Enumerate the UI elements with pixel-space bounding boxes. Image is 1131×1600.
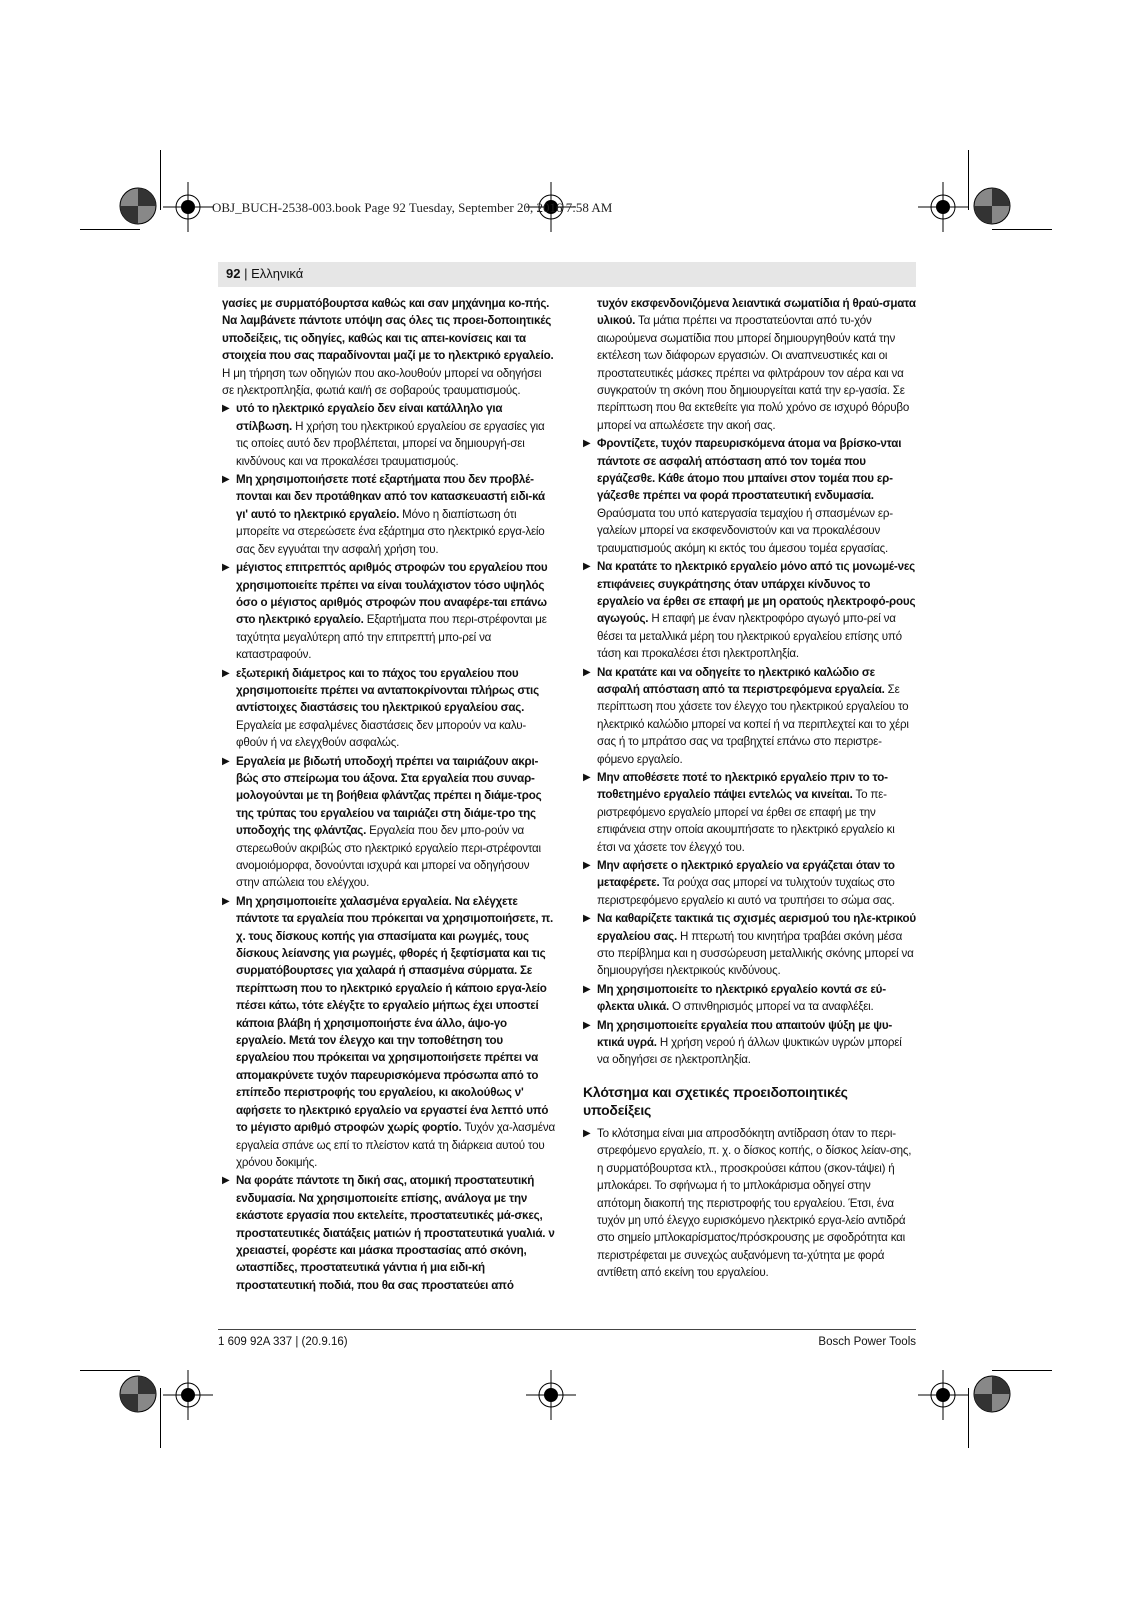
continued-bold: τυχόν εκσφενδονιζόμενα λειαντικά σωματίδια ή θραύ-σματα υλικού. [597,297,916,328]
warning-text: Τα ρούχα σας μπορεί να τυλιχτούν τυχαίως στο περιστρεφόμενο εργαλείο κι αυτό να τρυπήσει το σώμα σας. [597,876,895,907]
warning-text: Εργαλεία με εσφαλμένες διαστάσεις δεν μπορούν να καλυ-φθούν ή να ελεγχθούν ασφαλώς. [236,718,527,750]
crosshair-icon [918,182,968,232]
warning-item [583,1125,916,1282]
warning-item [222,471,555,558]
warning-bold: Να κρατάτε και να οδηγείτε το ηλεκτρικό καλώδιο σε ασφαλή απόσταση από τα περιστρεφόμενα εργαλεία. [597,665,885,696]
warning-bold: Φροντίζετε, τυχόν παρευρισκόμενα άτομα να βρίσκο-νται πάντοτε σε ασφαλή απόσταση από τον τομέα που εργάζεσθε. Κάθε άτομο που μπαίνει στον τομέα που ερ-γάζεσθε πρέπει να φορά προστατευτική ενδυμασία. [597,437,902,503]
warning-text: Εργαλεία που δεν μπο-ρούν να στερεωθούν ακριβώς στο ηλεκτρικό εργαλείο περι-στρέφονται ανομοιόμορφα, δονούνται ισχυρά και μπορεί να οδηγήσουν στην απώλεια του ελέγχου. [236,824,541,890]
registration-mark-icon [118,1374,158,1414]
warning-bold: Μη χρησιμοποιήσετε ποτέ εξαρτήματα που δεν προβλέ-πονται και δεν προτάθηκαν από τον κατασκευαστή ειδι-κά γι' αυτό το ηλεκτρικό εργαλείο. [236,473,545,521]
crop-line [992,229,1052,230]
warning-item [222,1172,555,1294]
continued-text: Τα μάτια πρέπει να προστατεύονται από τυ-χόν αιωρούμενα σωματίδια που μπορεί δημιουργηθούν κατά την εκτέλεση των διάφορων εργασιών. Οι αναπνευστικές και οι προστατευτικές μάσκες πρέπει να φιλτράρουν τον αέρα και να συγκρατούν τη σκόνη που δημιουργείται κατά την ερ-γασία. Σε περίπτωση που θα εκτεθείτε για πολύ χρόνο σε ισχυρό θόρυβο μπορεί να απωλέσετε την ακοή σας. [597,314,910,432]
page-number: 92 [226,266,241,281]
warning-bold: Εργαλεία με βιδωτή υποδοχή πρέπει να ταιριάζουν ακρι-βώς στο σπείρωμα του άξονα. Στα εργαλεία που συναρ-μολογούνται με τη βοήθεια φλάντζας πρέπει η διάμε-τρος της τρύπας του εργαλείου να ταιριάζει στη διάμε-τρο της υποδοχής της φλάντζας. [236,754,542,838]
bullet-triangle-icon: ▶ [583,983,591,995]
page-header-text [226,266,303,281]
registration-mark-icon [972,186,1012,226]
warning-bold: Μην αφήσετε ο ηλεκτρικό εργαλείο να εργάζεται όταν το μεταφέρετε. [597,859,895,890]
warning-bold: Μην αποθέσετε ποτέ το ηλεκτρικό εργαλείο πριν το το-ποθετημένο εργαλείο πάψει εντελώς να κινείται. [597,770,888,802]
bullet-triangle-icon: ▶ [222,474,230,486]
warning-text: Το πε-ριστρεφόμενο εργαλείο μπορεί να έρθει σε επαφή με την επιφάνεια στην οποία ακουμπήσατε το ηλεκτρικό εργαλείο κι έτσι να χάσετε τον έλεγχό του. [597,788,895,854]
bullet-triangle-icon: ▶ [222,562,230,574]
warning-text: Ο σπινθηρισμός μπορεί να τα αναφλέξει. [669,1000,874,1014]
bullet-triangle-icon: ▶ [583,913,591,925]
registration-mark-icon [972,1374,1012,1414]
bullet-triangle-icon: ▶ [583,666,591,678]
warning-text: Η χρήση νερού ή άλλων ψυκτικών υγρών μπορεί να οδηγήσει σε ηλεκτροπληξία. [597,1036,902,1067]
crop-line [968,150,969,210]
crosshair-icon [163,182,213,232]
header-separator: | [240,266,252,281]
bullet-triangle-icon: ▶ [222,895,230,907]
warning-bold: Να κρατάτε το ηλεκτρικό εργαλείο μόνο από τις μονωμέ-νες επιφάνειες συγκράτησης όταν υπάρχει κίνδυνος το εργαλείο να έρθει σε επαφή με μη ορατούς ηλεκτροφό-ρους αγωγούς. [597,560,916,626]
warning-bold: Μη χρησιμοποιείτε το ηλεκτρικό εργαλείο κοντά σε εύ-φλεκτα υλικά. [597,982,886,1014]
warning-item [583,558,916,662]
intro-text: Η μη τήρηση των οδηγιών που ακο-λουθούν μπορεί να οδηγήσει σε ηλεκτροπληξία, φωτιά και/ή σε σοβαρούς τραυματισμούς. [222,366,542,398]
warning-item [583,910,916,980]
warning-item [583,769,916,856]
bullet-triangle-icon: ▶ [583,1019,591,1031]
warning-item [583,435,916,557]
warning-bold: Μη χρησιμοποιείτε χαλασμένα εργαλεία. Να ελέγχετε πάντοτε τα εργαλεία που πρόκειται να χρησιμοποιήσετε, π. χ. τους δίσκους κοπής για σπασίματα και ρωγμές, τους δίσκους λείανσης για ρωγμές, φθορές ή ξεφτίσματα και τις συρματόβουρτσες για χαλαρά ή σπασμένα σύρματα. Σε περίπτωση που το ηλεκτρικό εργαλείο ή κάποιο εργα-λείο πέσει κάτω, τότε ελέγξτε το εργαλείο μήπως έχει υποστεί κάποια βλάβη ή χρησιμοποιήστε ένα άλλο, άψο-γο εργαλείο. Μετά τον έλεγχο και την τοποθέτηση του εργαλείου που πρόκειται να χρησιμοποιήσετε πρέπει να απομακρύνετε τυχόν παρευρισκόμενα πρόσωπα από το επίπεδο περιστροφής του εργαλείου, κι ακολούθως ν' αφήσετε το ηλεκτρικό εργαλείο να εργαστεί ένα λεπτό υπό το μέγιστο αριθμό στροφών χωρίς φορτίο. [236,894,554,1135]
page-footer [218,1329,916,1348]
warning-bold: Να φοράτε πάντοτε τη δική σας, ατομική προστατευτική ενδυμασία. Να χρησιμοποιείτε επίσης, ανάλογα με την εκάστοτε εργασία που εκτελείτε, προστατευτικές μά-σκες, προστατευτικές διατάξεις ματιών ή προστατευτικά γυαλιά. ν χρειαστεί, φορέστε και μάσκα προστασίας από σκόνη, ωτασπίδες, προστατευτικά γάντια ή μια ειδι-κή προστατευτική ποδιά, που θα σας προστατεύει από [236,1174,555,1292]
bullet-triangle-icon: ▶ [222,667,230,679]
right-column [583,295,916,1283]
warning-bold: μέγιστος επιτρεπτός αριθμός στροφών του εργαλείου που χρησιμοποιείτε πρέπει να είναι τουλάχιστον τόσο υψηλός όσο ο μέγιστος αριθμός στροφών που αναφέρε-ται επάνω στο ηλεκτρικό εργαλείο. [236,561,548,627]
warning-text: Εξαρτήματα που περι-στρέφονται με ταχύτητα μεγαλύτερη από την επιτρεπτή μπο-ρεί να καταστραφούν. [236,613,547,662]
warning-item [583,981,916,1016]
warning-item [222,559,555,663]
warning-text: Το κλότσημα είναι μια απροσδόκητη αντίδραση όταν το περι-στρεφόμενο εργαλείο, π. χ. ο δίσκος κοπής, ο δίσκος λείαν-σης, η συρματόβουρτσα κτλ., προσκρούσει κάπου (σκον-τάψει) ή μπλοκάρει. Το σφήνωμα ή το μπλοκάρισμα οδηγεί στην απότομη διακοπή της περιστροφής του εργαλείου. Έτσι, ένα τυχόν μη υπό έλεγχο ευρισκόμενο ηλεκτρικό εργα-λείο αντιδρά στο σημείο μπλοκαρίσματος/πρόσκρουσης με σφοδρότητα και περιστρέφεται με συνεχώς αυξανόμενη τα-χύτητα με φορά αντίθετη από εκείνη του εργαλείου. [597,1126,912,1280]
warning-item [222,400,555,470]
left-column [222,295,555,1295]
section-heading: Κλότσημα και σχετικές προειδοποιητικές υποδείξεις [583,1083,848,1118]
bullet-triangle-icon: ▶ [583,771,591,783]
footer-brand: Bosch Power Tools [818,1336,916,1348]
crosshair-icon [526,1370,576,1420]
file-info-slug: OBJ_BUCH-2538-003.book Page 92 Tuesday, September 20, 2016 7:58 AM [212,200,613,215]
warning-bold: Μη χρησιμοποιείτε εργαλεία που απαιτούν ψύξη με ψυ-κτικά υγρά. [597,1018,893,1050]
warning-bold: Να καθαρίζετε τακτικά τις σχισμές αερισμού του ηλε-κτρικού εργαλείου σας. [597,912,916,943]
warning-text: Θραύσματα του υπό κατεργασία τεμαχίου ή σπασμένων ερ-γαλείων μπορεί να εκσφενδονιστούν και να προκαλέσουν τραυματισμούς ακόμη κι εκτός του άμεσου τομέα εργασίας. [597,506,893,555]
intro-paragraph [222,295,555,399]
crop-line [80,1370,140,1371]
crop-line [992,1370,1052,1371]
crop-line [968,1388,969,1448]
warning-text: Η πτερωτή του κινητήρα τραβάει σκόνη μέσα στο περίβλημα και η συσσώρευση μεταλλικής σκόνης μπορεί να δημιουργήσει ηλεκτρικούς κινδύνους. [597,929,914,978]
crop-line [80,229,140,230]
crosshair-icon [918,1370,968,1420]
bullet-triangle-icon: ▶ [222,755,230,767]
footer-doc-number: 1 609 92A 337 | (20.9.16) [218,1336,348,1348]
warning-item [583,857,916,909]
header-language: Ελληνικά [251,266,304,281]
crop-line [160,150,161,210]
warning-bold: εξωτερική διάμετρος και το πάχος του εργαλείου που χρησιμοποιείτε πρέπει να ανταποκρίνονται πλήρως στις αντίστοιχες διαστάσεις του ηλεκτρικού εργαλείου σας. [236,666,539,715]
warning-text: Η επαφή με έναν ηλεκτροφόρο αγωγό μπο-ρεί να θέσει τα μεταλλικά μέρη του ηλεκτρικού εργαλείου επίσης υπό τάση και προκαλέσει έτσι ηλεκτροπληξία. [597,612,902,661]
bullet-triangle-icon: ▶ [222,1175,230,1187]
continued-paragraph [583,295,916,434]
warning-text: Σε περίπτωση που χάσετε τον έλεγχο του ηλεκτρικού εργαλείου το ηλεκτρικό καλώδιο μπορεί να κοπεί ή να περιπλεχτεί και το χέρι σας ή το μπράτσο σας να τραβηχτεί επάνω στο περιστρε-φόμενο εργαλείο. [597,682,909,766]
bullet-triangle-icon: ▶ [583,561,591,573]
bullet-triangle-icon: ▶ [222,403,230,415]
bullet-triangle-icon: ▶ [583,438,591,450]
bullet-triangle-icon: ▶ [583,1127,591,1139]
warning-item [222,665,555,752]
crop-line [160,1388,161,1448]
warning-text: Μόνο η διαπίστωση ότι μπορείτε να στερεώσετε ένα εξάρτημα στο ηλεκτρικό εργα-λείο σας δεν εγγυάται την ασφαλή χρήση του. [236,507,545,556]
warning-item [222,753,555,892]
warning-item [583,1017,916,1069]
warning-item [583,664,916,768]
warning-bold: υτό το ηλεκτρικό εργαλείο δεν είναι κατάλληλο για στίλβωση. [236,402,503,433]
crosshair-icon [163,1370,213,1420]
bullet-triangle-icon: ▶ [583,860,591,871]
intro-bold: γασίες με συρματόβουρτσα καθώς και σαν μηχάνημα κο-πής. Να λαμβάνετε πάντοτε υπόψη σας όλες τις προει-δοποιητικές υποδείξεις, τις οδηγίες, καθώς και τις απει-κονίσεις και τα στοιχεία που σας παραδίνονται μαζί με το ηλεκτρικό εργαλείο. [222,297,554,363]
registration-mark-icon [118,186,158,226]
warning-text: Η χρήση του ηλεκτρικού εργαλείου σε εργασίες για τις οποίες αυτό δεν προβλέπεται, μπορεί να δημιουργή-σει κινδύνους και να προκαλέσει τραυματισμούς. [236,419,545,468]
warning-text: Τυχόν χα-λασμένα εργαλεία σπάνε ως επί το πλείστον κατά τη διάρκεια αυτού του χρόνου δοκιμής. [236,1121,555,1169]
page-header [218,262,916,287]
warning-item [222,893,555,1172]
